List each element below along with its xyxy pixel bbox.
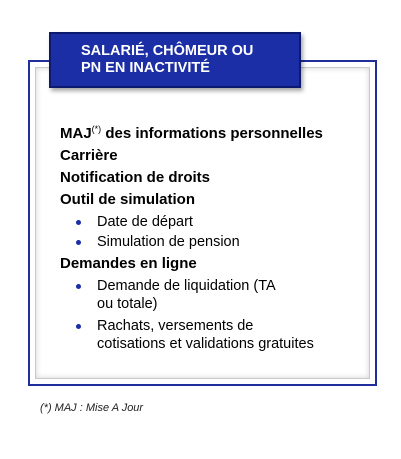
list-item-line-1: Demande de liquidation (TA xyxy=(97,278,276,294)
outil-sub-list xyxy=(60,213,360,251)
heading-maj xyxy=(60,118,360,145)
list-item xyxy=(60,233,360,251)
list-item-line-2: ou totale) xyxy=(97,296,158,312)
list-item-line-1: Rachats, versements de xyxy=(97,318,254,334)
bullet-icon xyxy=(76,240,81,245)
heading-outil-simulation: Outil de simulation xyxy=(60,191,196,208)
bullet-icon xyxy=(76,220,81,225)
maj-text: des informations personnelles xyxy=(101,125,323,142)
list-item xyxy=(60,277,360,313)
heading-demandes: Demandes en ligne xyxy=(60,255,197,272)
header-line-2: PN EN INACTIVITÉ xyxy=(81,60,210,76)
heading-notification: Notification de droits xyxy=(60,169,210,186)
maj-label: MAJ xyxy=(60,125,92,142)
bullet-icon xyxy=(76,324,81,329)
list-item-label: Date de départ xyxy=(97,214,193,230)
list-item-label: Simulation de pension xyxy=(97,234,240,250)
bullet-icon xyxy=(76,284,81,289)
footnote: (*) MAJ : Mise A Jour xyxy=(40,402,144,414)
list-item-line-2: cotisations et validations gratuites xyxy=(97,336,314,352)
list-item xyxy=(60,213,360,231)
heading-carriere: Carrière xyxy=(60,147,118,164)
demandes-sub-list xyxy=(60,277,360,353)
card-content xyxy=(60,118,360,355)
maj-footnote-mark: (*) xyxy=(91,124,102,134)
card-header xyxy=(49,32,301,88)
list-item xyxy=(60,317,360,353)
header-line-1: SALARIÉ, CHÔMEUR OU xyxy=(81,43,254,59)
